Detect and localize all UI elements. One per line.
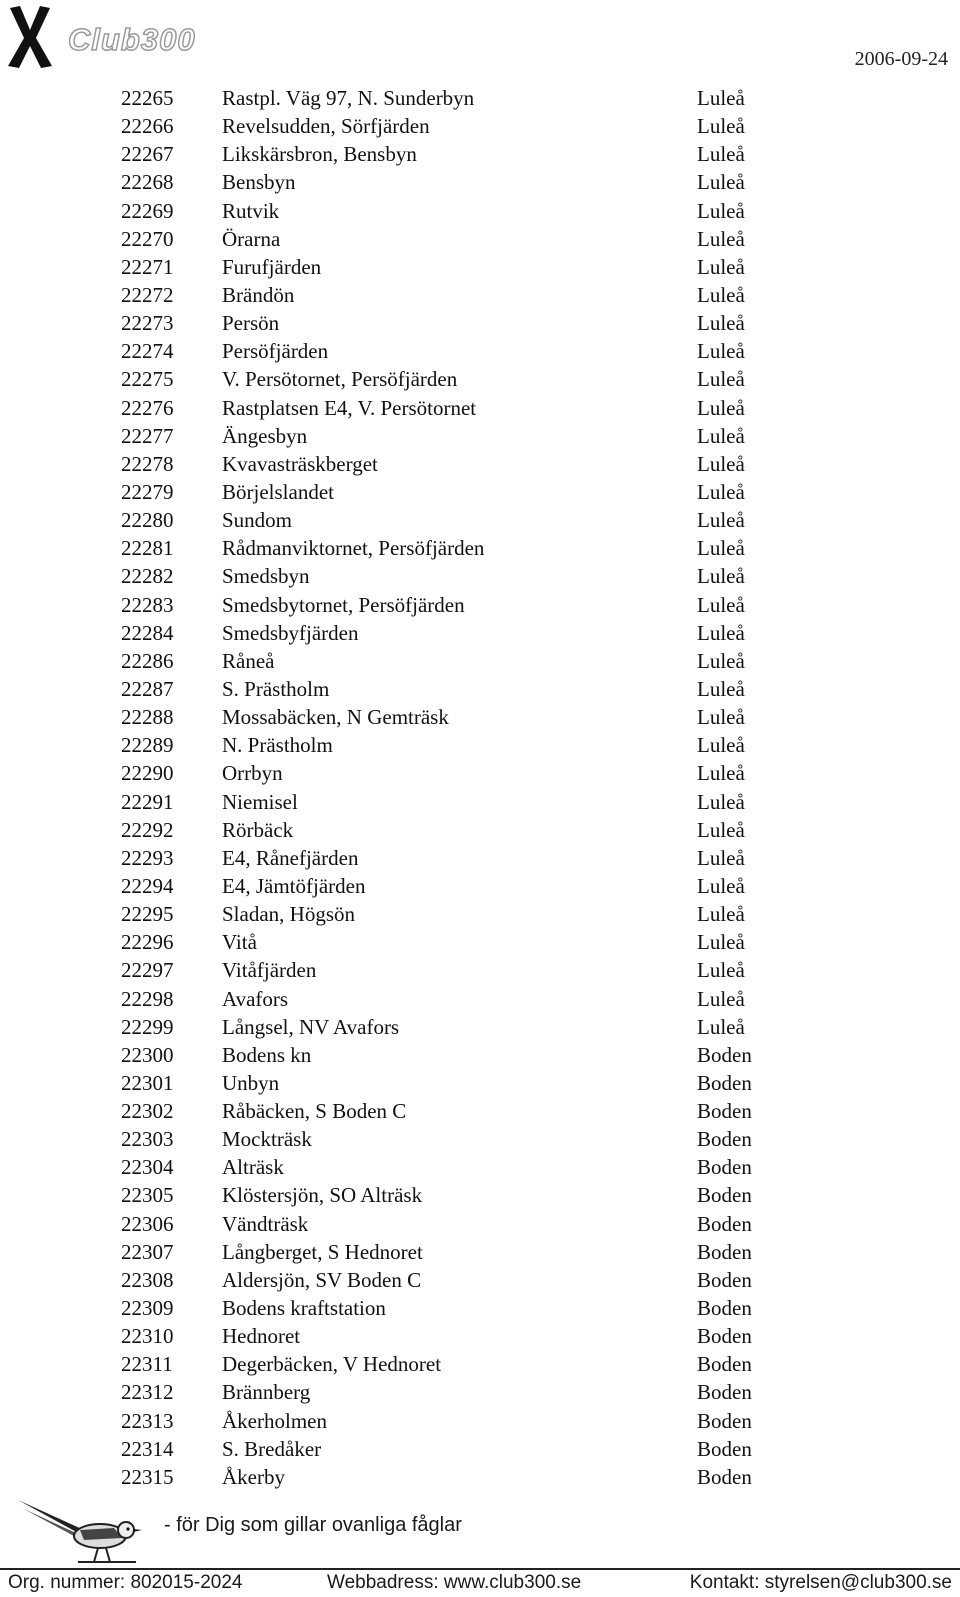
site-id: 22269 [121,198,174,223]
list-item [0,816,960,844]
site-name: Alträsk [222,1155,284,1180]
site-name: N. Prästholm [222,733,333,758]
list-item [0,675,960,703]
site-id: 22265 [121,86,174,110]
tagline: - för Dig som gillar ovanliga fåglar [164,1514,462,1536]
list-item [0,478,960,506]
site-municipality: Luleå [697,930,745,955]
site-id: 22314 [121,1436,174,1461]
site-id: 22266 [121,114,174,139]
site-name: Hednoret [222,1324,301,1349]
list-item [0,591,960,619]
site-name: Klöstersjön, SO Alträsk [222,1183,423,1208]
site-municipality: Luleå [697,508,745,533]
site-id: 22302 [121,1099,174,1124]
list-item [0,168,960,196]
site-id: 22288 [121,705,174,730]
site-name: Örarna [222,226,281,251]
site-municipality: Luleå [697,423,745,448]
site-name: Niemisel [222,789,298,814]
site-id: 22304 [121,1155,174,1180]
site-id: 22267 [121,142,174,167]
site-municipality: Boden [697,1042,752,1067]
site-id: 22303 [121,1127,174,1152]
site-id: 22279 [121,479,174,504]
list-item [0,1294,960,1322]
site-name: E4, Jämtöfjärden [222,873,366,898]
site-id: 22305 [121,1183,174,1208]
list-item [0,140,960,168]
site-name: Åkerby [222,1464,285,1489]
site-municipality: Boden [697,1380,752,1405]
list-item [0,1210,960,1238]
site-id: 22292 [121,817,174,842]
site-id: 22283 [121,592,174,617]
bird-icon [14,1494,154,1566]
list-item [0,1013,960,1041]
site-municipality: Luleå [697,311,745,336]
site-name: Rastpl. Väg 97, N. Sunderbyn [222,86,475,110]
site-municipality: Boden [697,1239,752,1264]
site-name: Rörbäck [222,817,294,842]
site-municipality: Luleå [697,705,745,730]
site-name: Råbäcken, S Boden C [222,1099,407,1124]
list-item [0,225,960,253]
site-name: Vitåfjärden [222,958,317,983]
list-item [0,253,960,281]
list-item [0,1125,960,1153]
site-municipality: Luleå [697,1014,745,1039]
site-name: Sladan, Högsön [222,902,355,927]
site-municipality: Boden [697,1211,752,1236]
site-name: Bodens kn [222,1042,312,1067]
site-name: Brännberg [222,1380,311,1405]
site-municipality: Luleå [697,564,745,589]
site-id: 22271 [121,254,174,279]
site-municipality: Luleå [697,620,745,645]
site-id: 22295 [121,902,174,927]
site-municipality: Boden [697,1352,752,1377]
org-number: Org. nummer: 802015-2024 [8,1572,243,1593]
contact-email-link[interactable]: Kontakt: styrelsen@club300.se [689,1572,952,1593]
site-municipality: Luleå [697,536,745,561]
site-id: 22290 [121,761,174,786]
list-item [0,1407,960,1435]
site-name: Kvavasträskberget [222,451,378,476]
site-id: 22310 [121,1324,174,1349]
site-municipality: Luleå [697,86,745,110]
site-municipality: Luleå [697,761,745,786]
site-municipality: Luleå [697,367,745,392]
site-name: Råneå [222,648,275,673]
site-municipality: Luleå [697,958,745,983]
list-item [0,1041,960,1069]
list-item [0,197,960,225]
site-name: Aldersjön, SV Boden C [222,1267,422,1292]
list-item [0,337,960,365]
site-name: Smedsbyn [222,564,310,589]
site-id: 22311 [121,1352,173,1377]
list-item [0,647,960,675]
site-id: 22307 [121,1239,174,1264]
site-id: 22268 [121,170,174,195]
site-id: 22273 [121,311,174,336]
site-name: Rastplatsen E4, V. Persötornet [222,395,477,420]
web-address-link[interactable]: Webbadress: www.club300.se [327,1572,582,1593]
site-id: 22281 [121,536,174,561]
site-municipality: Boden [697,1183,752,1208]
site-id: 22312 [121,1380,174,1405]
site-name: S. Prästholm [222,676,330,701]
site-id: 22298 [121,986,174,1011]
site-municipality: Luleå [697,254,745,279]
site-list [0,84,960,1491]
site-municipality: Boden [697,1099,752,1124]
site-municipality: Luleå [697,339,745,364]
site-id: 22296 [121,930,174,955]
site-name: V. Persötornet, Persöfjärden [222,367,458,392]
list-item [0,985,960,1013]
list-item [0,281,960,309]
site-name: Bodens kraftstation [222,1296,386,1321]
site-municipality: Luleå [697,198,745,223]
list-item [0,112,960,140]
list-item [0,1069,960,1097]
site-name: Mockträsk [222,1127,312,1152]
site-municipality: Luleå [697,592,745,617]
document-date: 2006-09-24 [854,48,948,70]
site-name: Brändön [222,282,295,307]
list-item [0,562,960,590]
site-municipality: Luleå [697,902,745,927]
list-item [0,703,960,731]
site-name: Smedsbytornet, Persöfjärden [222,592,465,617]
logo-text: Club300 [68,22,196,57]
list-item [0,365,960,393]
site-municipality: Luleå [697,226,745,251]
list-item [0,309,960,337]
site-municipality: Luleå [697,873,745,898]
list-item [0,84,960,112]
site-id: 22276 [121,395,174,420]
site-name: Smedsbyfjärden [222,620,359,645]
site-municipality: Luleå [697,142,745,167]
site-municipality: Boden [697,1127,752,1152]
site-name: Mossabäcken, N Gemträsk [222,705,449,730]
site-id: 22309 [121,1296,174,1321]
site-name: Orrbyn [222,761,283,786]
site-id: 22280 [121,508,174,533]
list-item [0,872,960,900]
site-name: Sundom [222,508,293,533]
list-item [0,1378,960,1406]
list-item [0,1322,960,1350]
list-item [0,1181,960,1209]
site-municipality: Luleå [697,986,745,1011]
site-municipality: Boden [697,1070,752,1095]
site-name: Långsel, NV Avafors [222,1014,400,1039]
site-municipality: Luleå [697,170,745,195]
site-name: E4, Rånefjärden [222,845,359,870]
site-id: 22289 [121,733,174,758]
list-item [0,506,960,534]
site-municipality: Boden [697,1436,752,1461]
site-name: Åkerholmen [222,1408,327,1433]
site-municipality: Boden [697,1296,752,1321]
list-item [0,928,960,956]
list-item [0,450,960,478]
site-id: 22277 [121,423,174,448]
site-municipality: Luleå [697,451,745,476]
list-item [0,394,960,422]
site-name: Ängesbyn [222,423,308,448]
site-name: Börjelslandet [222,479,334,504]
site-name: Bensbyn [222,170,296,195]
list-item [0,1266,960,1294]
list-item [0,844,960,872]
list-item [0,956,960,984]
site-id: 22300 [121,1042,174,1067]
site-name: Långberget, S Hednoret [222,1239,423,1264]
site-municipality: Luleå [697,479,745,504]
site-municipality: Luleå [697,845,745,870]
site-id: 22291 [121,789,174,814]
site-name: Persöfjärden [222,339,329,364]
site-name: Rutvik [222,198,280,223]
site-id: 22287 [121,676,174,701]
site-id: 22272 [121,282,174,307]
site-id: 22299 [121,1014,174,1039]
site-municipality: Luleå [697,648,745,673]
site-municipality: Luleå [697,114,745,139]
site-municipality: Boden [697,1464,752,1489]
site-municipality: Luleå [697,282,745,307]
site-municipality: Luleå [697,676,745,701]
list-item [0,900,960,928]
list-item [0,1463,960,1491]
site-id: 22293 [121,845,174,870]
site-municipality: Boden [697,1155,752,1180]
site-id: 22270 [121,226,174,251]
site-id: 22274 [121,339,174,364]
list-item [0,731,960,759]
list-item [0,1153,960,1181]
site-id: 22301 [121,1070,174,1095]
site-municipality: Boden [697,1267,752,1292]
site-municipality: Luleå [697,789,745,814]
site-name: Vändträsk [222,1211,309,1236]
list-item [0,1350,960,1378]
site-name: Vitå [222,930,257,955]
site-id: 22284 [121,620,174,645]
site-id: 22313 [121,1408,174,1433]
site-id: 22315 [121,1464,174,1489]
site-municipality: Boden [697,1324,752,1349]
site-municipality: Luleå [697,817,745,842]
list-item [0,759,960,787]
site-id: 22308 [121,1267,174,1292]
list-item [0,1238,960,1266]
site-id: 22275 [121,367,174,392]
site-name: Likskärsbron, Bensbyn [222,142,417,167]
site-name: Persön [222,311,280,336]
site-id: 22306 [121,1211,174,1236]
site-id: 22282 [121,564,174,589]
site-municipality: Luleå [697,395,745,420]
club300-logo [6,4,216,70]
site-name: Furufjärden [222,254,322,279]
list-item [0,619,960,647]
site-id: 22294 [121,873,174,898]
site-municipality: Boden [697,1408,752,1433]
site-id: 22286 [121,648,174,673]
list-item [0,422,960,450]
list-item [0,788,960,816]
site-name: Unbyn [222,1070,280,1095]
footer [0,1570,960,1596]
site-id: 22297 [121,958,174,983]
site-name: Revelsudden, Sörfjärden [222,114,430,139]
x-logo-icon [6,4,54,70]
site-name: Avafors [222,986,289,1011]
list-item [0,1097,960,1125]
list-item [0,534,960,562]
site-municipality: Luleå [697,733,745,758]
list-item [0,1435,960,1463]
site-name: Degerbäcken, V Hednoret [222,1352,442,1377]
site-name: S. Bredåker [222,1436,322,1461]
site-name: Rådmanviktornet, Persöfjärden [222,536,485,561]
site-id: 22278 [121,451,174,476]
